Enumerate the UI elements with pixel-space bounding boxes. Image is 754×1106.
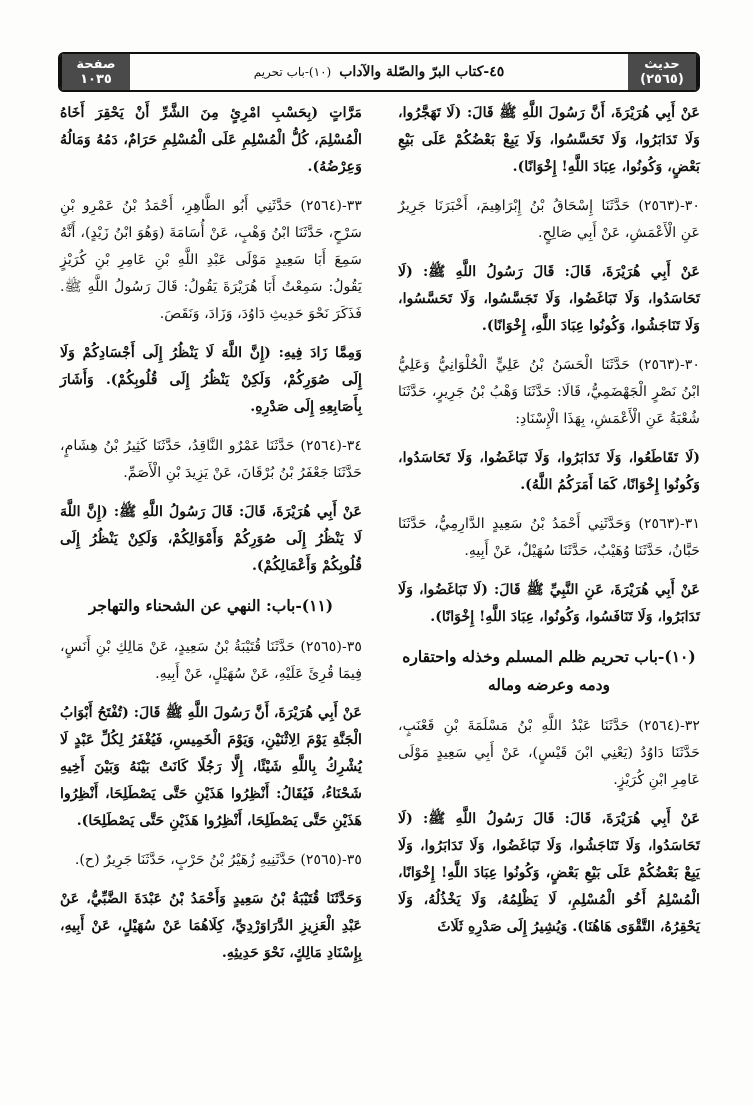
book-title: ٤٥-كتاب البرّ والصّلة والآداب (339, 64, 505, 80)
hadith-paragraph: وَحَدَّثَنَا قُتَيْبَةُ بْنُ سَعِيدٍ وَأَحْمَدُ بْنُ عَبْدَةَ الضَّبِّيُّ، عَنْ عَبْدِ الْعَزِيزِ الدَّرَاوَرْدِيِّ، كِلَاهُمَا عَنْ سُهَيْلٍ، عَنْ أَبِيهِ، بِإِسْنَادِ مَالِكٍ، نَحْوَ حَدِيثِهِ. (60, 891, 362, 961)
isnad-paragraph: ٣٠-(٢٥٦٣) حَدَّثَنَا إِسْحَاقُ بْنُ إِبْرَاهِيمَ، أَخْبَرَنَا جَرِيرٌ عَنِ الْأَعْمَشِ، عَنْ أَبِي صَالِحٍ. (398, 198, 700, 241)
hadith-paragraph: عَنْ أَبِي هُرَيْرَةَ، أَنَّ رَسُولَ اللَّهِ ﷺ قَالَ: (تُفْتَحُ أَبْوَابُ الْجَنَّةِ يَوْمَ الِاثْنَيْنِ، وَيَوْمَ الْخَمِيسِ، فَيُغْفَرُ لِكُلِّ عَبْدٍ لَا يُشْرِكُ بِاللَّهِ شَيْئًا، إِلَّا رَجُلًا كَانَتْ بَيْنَهُ وَبَيْنَ أَخِيهِ شَحْنَاءُ، فَيُقَالُ: أَنْظِرُوا هَذَيْنِ حَتَّى يَصْطَلِحَا، أَنْظِرُوا هَذَيْنِ حَتَّى يَصْطَلِحَا، أَنْظِرُوا هَذَيْنِ حَتَّى يَصْطَلِحَا). (60, 705, 362, 829)
isnad-paragraph: ٣٢-(٢٥٦٤) حَدَّثَنَا عَبْدُ اللَّهِ بْنُ مَسْلَمَةَ بْنِ قَعْنَبٍ، حَدَّثَنَا دَاوُدُ (يَعْنِي ابْنَ قَيْسٍ)، عَنْ أَبِي سَعِيدٍ مَوْلَى عَامِرِ ابْنِ كُرَيْزٍ. (398, 718, 700, 788)
isnad-paragraph: ٣٤-(٢٥٦٤) حَدَّثَنَا عَمْرٌو النَّاقِدُ، حَدَّثَنَا كَثِيرُ بْنُ هِشَامٍ، حَدَّثَنَا جَعْفَرُ بْنُ بُرْقَانَ، عَنْ يَزِيدَ بْنِ الْأَصَمِّ. (60, 438, 362, 481)
hadith-paragraph: عَنْ أَبِي هُرَيْرَةَ، قَالَ: قَالَ رَسُولُ اللَّهِ ﷺ: (لَا تَحَاسَدُوا، وَلَا تَبَاغَضُوا، وَلَا تَجَسَّسُوا، وَلَا تَحَسَّسُوا، وَلَا تَنَاجَشُوا، وَكُونُوا عِبَادَ اللَّهِ، إِخْوَانًا). (398, 264, 700, 334)
page-body (60, 100, 700, 1090)
isnad-paragraph: ٣٣-(٢٥٦٤) حَدَّثَنِي أَبُو الطَّاهِرِ، أَحْمَدُ بْنُ عَمْرِو بْنِ سَرْحٍ، حَدَّثَنَا ابْنُ وَهْبٍ، عَنْ أُسَامَةَ (وَهُوَ ابْنُ زَيْدٍ)، أَنَّهُ سَمِعَ أَبَا سَعِيدٍ مَوْلَى عَبْدِ اللَّهِ بْنِ عَامِرِ بْنِ كُرَيْزٍ يَقُولُ: سَمِعْتُ أَبَا هُرَيْرَةَ يَقُولُ: قَالَ رَسُولُ اللَّهِ ﷺ. فَذَكَرَ نَحْوَ حَدِيثِ دَاوُدَ، وَزَادَ، وَنَقَصَ. (60, 198, 362, 322)
hadith-paragraph: وَمِمَّا زَادَ فِيهِ: (إِنَّ اللَّهَ لَا يَنْظُرُ إِلَى أَجْسَادِكُمْ وَلَا إِلَى صُوَرِكُمْ، وَلَكِنْ يَنْظُرُ إِلَى قُلُوبِكُمْ). وَأَشَارَ بِأَصَابِعِهِ إِلَى صَدْرِهِ. (60, 345, 362, 415)
hadith-number-box (628, 54, 698, 90)
hadith-paragraph: (لَا تَقَاطَعُوا، وَلَا تَدَابَرُوا، وَلَا تَبَاغَضُوا، وَلَا تَحَاسَدُوا، وَكُونُوا إِخْوَانًا، كَمَا أَمَرَكُمُ اللَّهُ). (398, 450, 700, 493)
hadith-paragraph: مَرَّاتٍ (بِحَسْبِ امْرِئٍ مِنَ الشَّرِّ أَنْ يَحْقِرَ أَخَاهُ الْمُسْلِمَ، كُلُّ الْمُسْلِمِ عَلَى الْمُسْلِمِ حَرَامٌ، دَمُهُ وَمَالُهُ وَعِرْضُهُ). (60, 105, 362, 175)
hadith-range: (٢٥٦٥) (640, 72, 684, 87)
chapter-title: (١٠)-باب تحريم (253, 65, 332, 79)
page-header (58, 52, 700, 92)
chapter-heading: (١١)-باب: النهي عن الشحناء والتهاجر (88, 596, 334, 615)
hadith-paragraph: عَنْ أَبِي هُرَيْرَةَ، عَنِ النَّبِيِّ ﷺ قَالَ: (لَا تَبَاغَضُوا، وَلَا تَدَابَرُوا، وَلَا تَنَافَسُوا، وَكُونُوا، عِبَادَ اللَّهِ! إِخْوَانًا). (398, 582, 700, 625)
isnad-paragraph: ٣٠-(٢٥٦٣) حَدَّثَنَا الْحَسَنُ بْنُ عَلِيٍّ الْحُلْوَانِيُّ وَعَلِيُّ ابْنُ نَصْرٍ الْجَهْضَمِيُّ، قَالَا: حَدَّثَنَا وَهْبُ بْنُ جَرِيرٍ، حَدَّثَنَا شُعْبَةُ عَنِ الْأَعْمَشِ، بِهَذَا الْإِسْنَادِ: (398, 357, 700, 427)
isnad-paragraph: ٣١-(٢٥٦٣) وَحَدَّثَنِي أَحْمَدُ بْنُ سَعِيدٍ الدَّارِمِيُّ، حَدَّثَنَا حَبَّانُ، حَدَّثَنَا وُهَيْبٌ، حَدَّثَنَا سُهَيْلٌ، عَنْ أَبِيهِ. (398, 516, 700, 559)
hadith-label: حديث (644, 57, 680, 72)
left-column (60, 100, 362, 1090)
hadith-paragraph: عَنْ أَبِي هُرَيْرَةَ، أَنَّ رَسُولَ اللَّهِ ﷺ قَالَ: (لَا تَهَجَّرُوا، وَلَا تَدَابَرُوا، وَلَا تَحَسَّسُوا، وَلَا يَبِعْ بَعْضُكُمْ عَلَى بَيْعِ بَعْضٍ، وَكُونُوا، عِبَادَ اللَّهِ! إِخْوَانًا). (398, 105, 700, 175)
hadith-paragraph: عَنْ أَبِي هُرَيْرَةَ، قَالَ: قَالَ رَسُولُ اللَّهِ ﷺ: (إِنَّ اللَّهَ لَا يَنْظُرُ إِلَى صُوَرِكُمْ وَأَمْوَالِكُمْ، وَلَكِنْ يَنْظُرُ إِلَى قُلُوبِكُمْ وَأَعْمَالِكُمْ). (60, 504, 362, 574)
chapter-heading: (١٠)-باب تحريم ظلم المسلم وخذله واحتقاره ودمه وعرضه وماله (402, 647, 696, 694)
right-column (398, 100, 700, 1090)
isnad-paragraph: ٣٥-(٢٥٦٥) حَدَّثَنِيهِ زُهَيْرُ بْنُ حَرْبٍ، حَدَّثَنَا جَرِيرٌ (ح). (74, 852, 362, 868)
page-number: ١٠٣٥ (80, 72, 112, 87)
page-label: صفحة (76, 57, 116, 72)
page-number-box (60, 54, 130, 90)
isnad-paragraph: ٣٥-(٢٥٦٥) حَدَّثَنَا قُتَيْبَةُ بْنُ سَعِيدٍ، عَنْ مَالِكِ بْنِ أَنَسٍ، فِيمَا قُرِئَ عَلَيْهِ، عَنْ سُهَيْلٍ، عَنْ أَبِيهِ. (60, 639, 362, 682)
running-title (130, 54, 628, 90)
hadith-paragraph: عَنْ أَبِي هُرَيْرَةَ، قَالَ: قَالَ رَسُولُ اللَّهِ ﷺ: (لَا تَحَاسَدُوا، وَلَا تَنَاجَشُوا، وَلَا تَبَاغَضُوا، وَلَا تَدَابَرُوا، وَلَا يَبِعْ بَعْضُكُمْ عَلَى بَيْعِ بَعْضٍ، وَكُونُوا عِبَادَ اللَّهِ! إِخْوَانًا، الْمُسْلِمُ أَخُو الْمُسْلِمِ، لَا يَظْلِمُهُ، وَلَا يَخْذُلُهُ، وَلَا يَحْقِرُهُ، التَّقْوَى هَاهُنَا). وَيُشِيرُ إِلَى صَدْرِهِ ثَلَاثَ (398, 811, 700, 935)
